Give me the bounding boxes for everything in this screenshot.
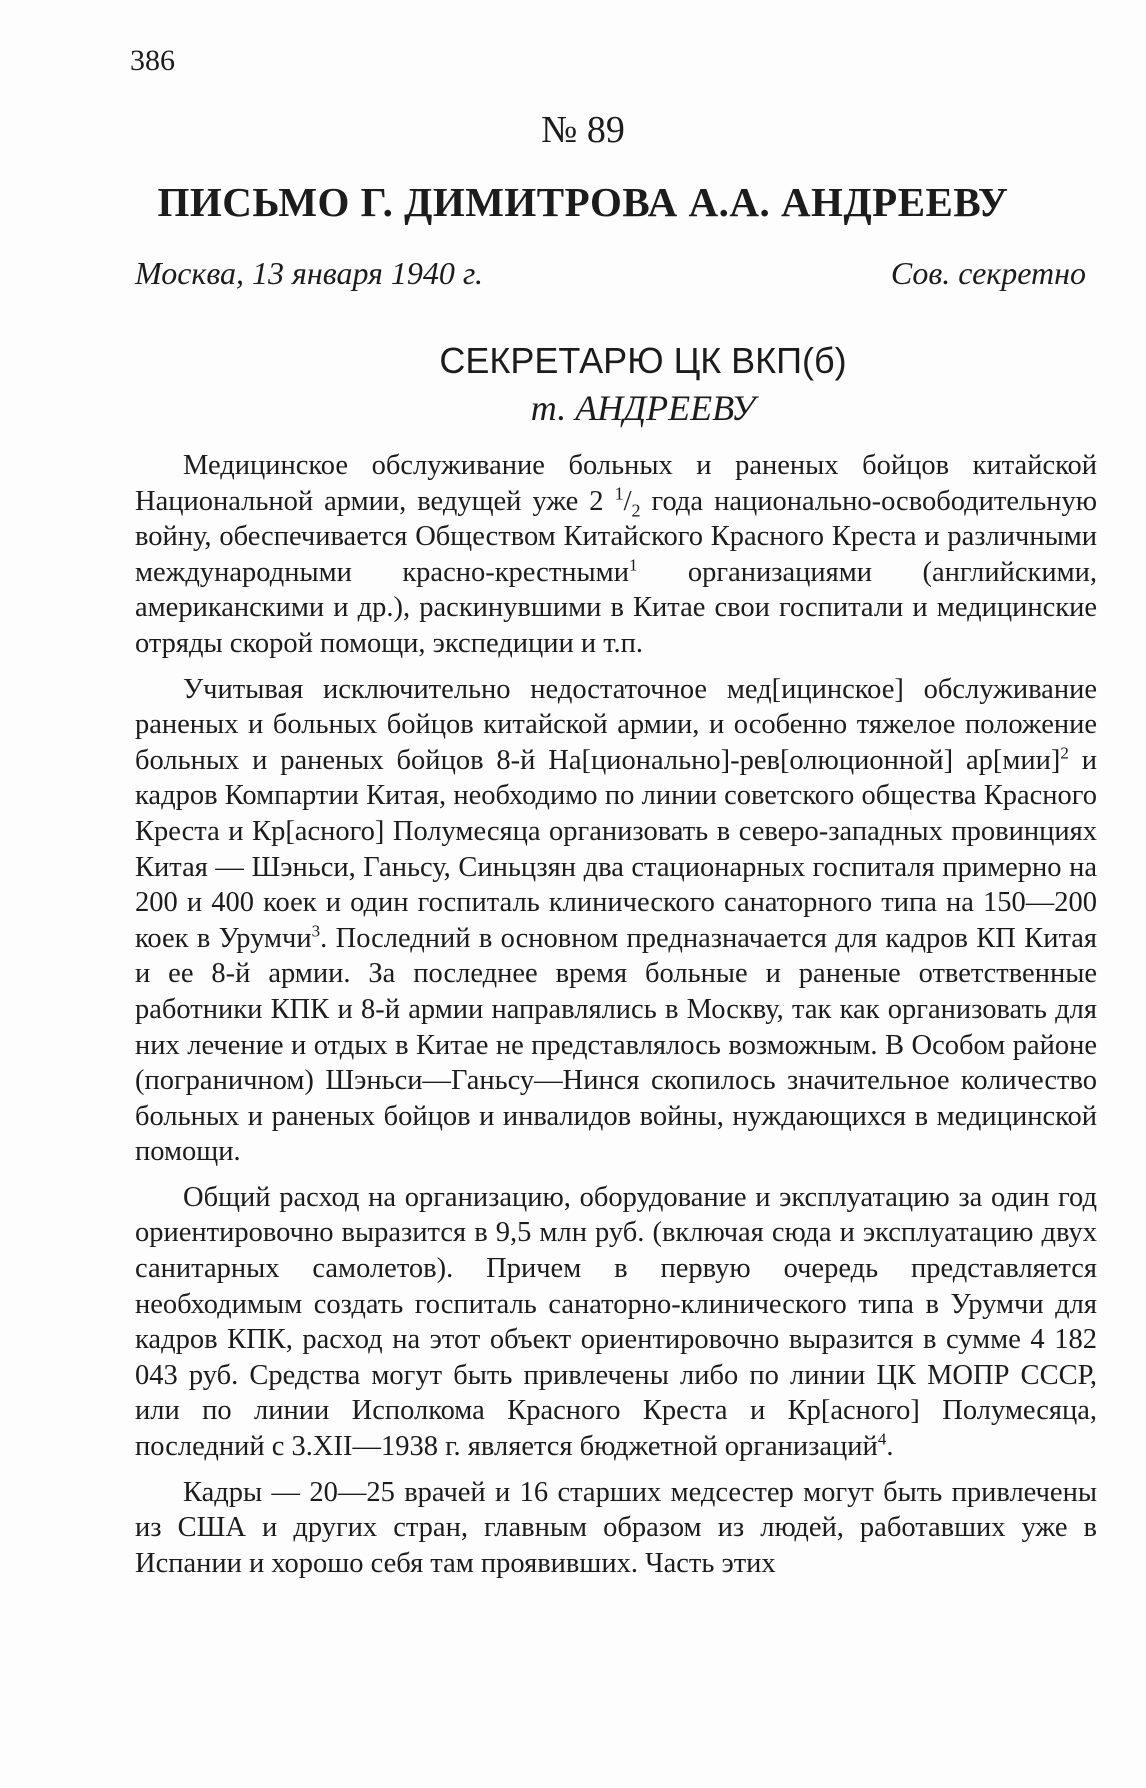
fraction-denominator: 2 xyxy=(631,500,641,521)
paragraph-2 xyxy=(135,672,1097,1170)
paragraph-4 xyxy=(135,1475,1097,1582)
addressee-block xyxy=(0,337,1146,431)
letter-body xyxy=(135,448,1097,1581)
paragraph-3 xyxy=(135,1180,1097,1465)
paragraph-2-text-b: и кадров Компартии Китая, необходимо по линии советского общества Красного Креста и Кр[асного] Полумесяца организовать в северо-западных провинциях Китая — Шэньси, Ганьсу, Синьцзян два стационарных госпиталя примерно на 200 и 400 коек и один госпиталь клинического санаторного типа на 150—200 коек в Урумчи xyxy=(135,744,1097,954)
paragraph-1-text-b: года национально-освободительную войну, обеспечивается Обществом Китайского Красного Креста и различными международными красно-крестными xyxy=(135,485,1098,588)
paragraph-2-text-c: . Последний в основном предназначается для кадров КП Китая и ее 8-й армии. За последнее время больные и раненые ответственные работники КПК и 8-й армии направлялись в Москву, так как организовать для них лечение и отдых в Китае не представлялось возможным. В Особом районе (пограничном) Шэньси—Ганьсу—Нинся скопилось значительное количество больных и раненых бойцов и инвалидов войны, нуждающихся в медицинской помощи. xyxy=(135,922,1098,1168)
footnote-ref-2: 2 xyxy=(1060,743,1069,763)
footnote-ref-4: 4 xyxy=(877,1429,887,1449)
paragraph-4-text: Кадры — 20—25 врачей и 16 старших медсестер могут быть привлечены из США и других стран, главным образом из людей, работавших уже в Испании и хорошо себя там проявивших. Часть этих xyxy=(135,1476,1097,1579)
fraction-slash: / xyxy=(623,485,632,517)
footnote-ref-1: 1 xyxy=(628,555,638,575)
addressee-name: т. АНДРЕЕВУ xyxy=(530,388,756,428)
paragraph-3-text-a: Общий расход на организацию, оборудование и эксплуатацию за один год ориентировочно выразится в 9,5 млн руб. (включая сюда и эксплуатацию двух санитарных самолетов). Причем в первую очередь представляется необходимым создать госпиталь санаторно-клинического типа в Урумчи для кадров КПК, расход на этот объект ориентировочно выразится в сумме 4 182 043 руб. Средства могут быть привлечены либо по линии ЦК МОПР СССР, или по линии Исполкома Красного Креста и Кр[асного] Полумесяца, последний с 3.XII—1938 г. является бюджетной организаций xyxy=(135,1181,1097,1463)
paragraph-2-text-a: Учитывая исключительно недостаточное мед[ицинское] обслуживание раненых и больных бойцов китайской армии, и особенно тяжелое положение больных и раненых бойцов 8-й На[ционально]-рев[олюционной] ар[мии] xyxy=(135,673,1097,776)
secrecy-classification: Сов. секретно xyxy=(890,255,1086,291)
document-title: ПИСЬМО Г. ДИМИТРОВА А.А. АНДРЕЕВУ xyxy=(157,179,1009,225)
paragraph-1 xyxy=(135,448,1097,662)
paragraph-1-text-a: Медицинское обслуживание больных и раненых бойцов китайской Национальной армии, ведущей уже 2 xyxy=(135,450,1097,517)
page-number: 386 xyxy=(130,44,175,77)
paragraph-1-text-c: организациями (английскими, американскими и др.), раскинувшими в Китае свои госпитали и медицинские отряды скорой помощи, экспедиции и т.п. xyxy=(135,556,1098,659)
fraction-numerator: 1 xyxy=(614,483,624,504)
footnote-ref-3: 3 xyxy=(311,921,321,941)
addressee-position: СЕКРЕТАРЮ ЦК ВКП(б) xyxy=(439,340,847,381)
place-and-date: Москва, 13 января 1940 г. xyxy=(135,255,483,291)
paragraph-3-text-b: . xyxy=(886,1431,894,1463)
document-number: № 89 xyxy=(541,109,625,151)
